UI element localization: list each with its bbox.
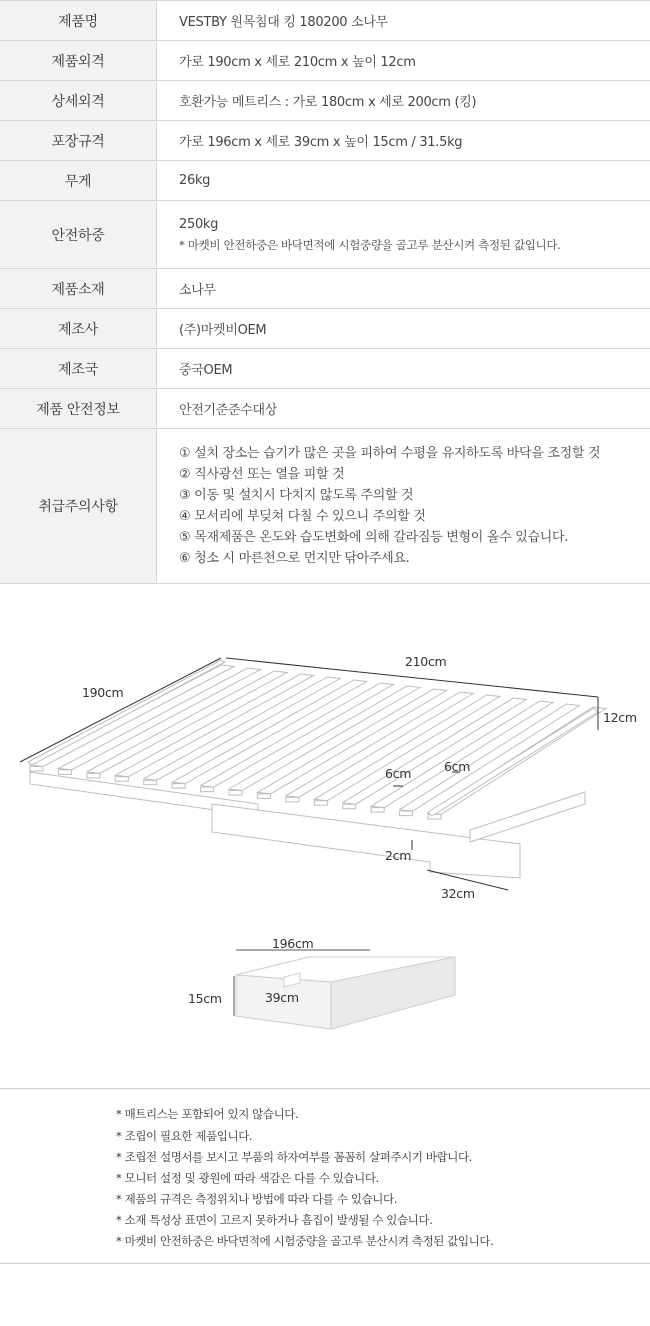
dim-label-slat-width: 6cm xyxy=(444,759,471,774)
care-item: ③ 이동 및 설치시 다치지 않도록 주의할 것 xyxy=(179,488,414,503)
spec-value: (주)마켓비OEM xyxy=(157,309,650,349)
bed-slat-edge xyxy=(400,811,413,816)
spec-value: 호환가능 메트리스 : 가로 180cm x 세로 200cm (킹) xyxy=(157,81,650,121)
spec-value: 26kg xyxy=(157,161,650,201)
spec-value: 가로 196cm x 세로 39cm x 높이 15cm / 31.5kg xyxy=(157,121,650,161)
spec-row-detail-dimensions xyxy=(0,81,650,121)
care-item: ⑥ 청소 시 마른천으로 먼지만 닦아주세요. xyxy=(179,551,410,566)
bed-side-rail xyxy=(28,660,225,765)
care-item: ④ 모서리에 부딪쳐 다칠 수 있으니 주의할 것 xyxy=(179,509,426,524)
spec-value: 안전기준준수대상 xyxy=(157,389,650,429)
bed-slat-edge xyxy=(172,784,185,789)
bed-slat-edge xyxy=(428,815,441,820)
spec-label: 취급주의사항 xyxy=(0,429,157,584)
bed-support-rail xyxy=(470,792,585,842)
bed-slat-edge xyxy=(314,801,327,806)
box-label-depth: 39cm xyxy=(265,990,299,1005)
bed-slat-edge xyxy=(343,804,356,809)
bed-slat-edge xyxy=(371,808,384,813)
safety-load-note: * 마켓비 안전하중은 바닥면적에 시험중량을 골고루 분산시켜 측정된 값입니다. xyxy=(179,237,561,252)
bed-slat-edge xyxy=(286,797,299,802)
spec-label: 제조사 xyxy=(0,309,157,349)
spec-row-product-name xyxy=(0,1,650,41)
spec-value xyxy=(157,201,650,269)
bed-slat-edge xyxy=(144,780,157,785)
spec-label: 무게 xyxy=(0,161,157,201)
notice-item: * 조립이 필요한 제품입니다. xyxy=(116,1129,253,1143)
spec-row-care xyxy=(0,429,650,584)
spec-row-safety-load xyxy=(0,201,650,269)
notice-section xyxy=(0,1088,650,1264)
spec-value: 가로 190cm x 세로 210cm x 높이 12cm xyxy=(157,41,650,81)
notice-item: * 소재 특성상 표면이 고르지 못하거나 흠집이 발생될 수 있습니다. xyxy=(116,1213,433,1227)
spec-label: 포장규격 xyxy=(0,121,157,161)
spec-label: 제품외격 xyxy=(0,41,157,81)
box-label-length: 196cm xyxy=(272,936,314,951)
bed-slat-edge xyxy=(201,787,214,792)
box-label-height: 15cm xyxy=(188,991,222,1006)
spec-label: 제조국 xyxy=(0,349,157,389)
care-item: ② 직사광선 또는 열을 피할 것 xyxy=(179,467,345,482)
dim-label-length: 210cm xyxy=(405,654,447,669)
spec-label: 제품소재 xyxy=(0,269,157,309)
spec-row-safety-info xyxy=(0,389,650,429)
safety-load-value: 250kg xyxy=(179,216,219,232)
notice-item: * 제품의 규격은 측정위치나 방법에 따라 다를 수 있습니다. xyxy=(116,1192,397,1206)
spec-label: 안전하중 xyxy=(0,201,157,269)
spec-label: 제품명 xyxy=(0,1,157,41)
dim-label-slat-gap: 6cm xyxy=(385,766,412,781)
dim-label-slat-thickness: 2cm xyxy=(385,848,412,863)
bed-slat-edge xyxy=(229,791,242,796)
spec-value: 중국OEM xyxy=(157,349,650,389)
bed-slat-edge xyxy=(115,777,128,782)
bed-slat-edge xyxy=(257,794,270,799)
care-item: ① 설치 장소는 습기가 많은 곳을 피하여 수평을 유지하도록 바닥을 조정할 것 xyxy=(179,446,601,461)
spec-label: 상세외격 xyxy=(0,81,157,121)
notice-item: * 조립전 설명서를 보시고 부품의 하자여부를 꼼꼼히 살펴주시기 바랍니다. xyxy=(116,1150,472,1164)
bed-slat-edge xyxy=(87,773,100,778)
product-diagram xyxy=(0,572,650,1088)
spec-value: 소나무 xyxy=(157,269,650,309)
notice-item: * 마켓비 안전하중은 바닥면적에 시험중량을 골고루 분산시켜 측정된 값입니다. xyxy=(116,1234,494,1248)
spec-row-weight xyxy=(0,161,650,201)
spec-table xyxy=(0,0,650,584)
dim-label-height: 12cm xyxy=(603,710,637,725)
spec-value xyxy=(157,429,650,584)
spec-row-manufacturer xyxy=(0,309,650,349)
spec-value: VESTBY 원목침대 킹 180200 소나무 xyxy=(157,1,650,41)
bed-illustration xyxy=(0,572,650,1088)
spec-row-country xyxy=(0,349,650,389)
spec-row-dimensions xyxy=(0,41,650,81)
bed-slat-edge xyxy=(58,770,71,775)
spec-row-packaging xyxy=(0,121,650,161)
bed-slat-edge xyxy=(30,767,43,772)
notice-item: * 모니터 설정 및 광원에 따라 색감은 다를 수 있습니다. xyxy=(116,1171,379,1185)
notice-item: * 매트리스는 포함되어 있지 않습니다. xyxy=(116,1107,299,1121)
dim-label-width: 190cm xyxy=(82,685,124,700)
spec-label: 제품 안전정보 xyxy=(0,389,157,429)
dim-label-support-width: 32cm xyxy=(441,886,475,901)
care-item: ⑤ 목재제품은 온도와 습도변화에 의해 갈라짐등 변형이 올수 있습니다. xyxy=(179,530,569,545)
spec-row-material xyxy=(0,269,650,309)
